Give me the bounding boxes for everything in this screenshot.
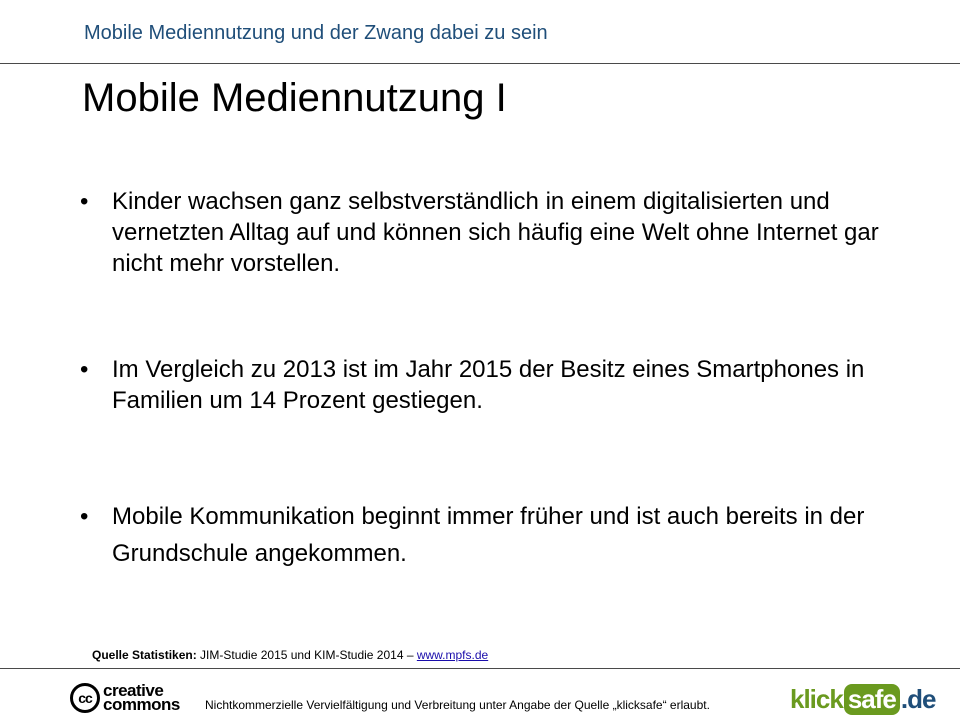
cc-logo-line1: creative (103, 681, 164, 700)
license-text: Nichtkommerzielle Vervielfältigung und Verbreitung unter Angabe der Quelle „klicksafe“ erlaubt. (205, 698, 710, 712)
bullet-text: Kinder wachsen ganz selbstverständlich in einem digitalisierten und vernetzten Alltag auf und können sich häufig eine Welt ohne Internet gar nicht mehr vorstellen. (112, 188, 879, 277)
bullet-marker: • (80, 503, 89, 530)
klicksafe-logo-part3: .de (900, 684, 936, 714)
footer-divider (0, 668, 960, 669)
header-divider (0, 63, 960, 64)
bullet-item (80, 354, 900, 416)
bullet-item (80, 186, 900, 279)
klicksafe-logo (790, 684, 935, 715)
source-label: Quelle Statistiken: (92, 648, 197, 662)
creative-commons-logo (70, 683, 180, 713)
cc-logo-line2: commons (103, 695, 180, 714)
klicksafe-logo-part1: klick (790, 684, 843, 714)
bullet-text: Im Vergleich zu 2013 ist im Jahr 2015 der Besitz eines Smartphones in Familien um 14 Prozent gestiegen. (112, 356, 865, 414)
bullet-text: Mobile Kommunikation beginnt immer früher und ist auch bereits in der Grundschule angekommen. (112, 503, 865, 567)
source-text: JIM-Studie 2015 und KIM-Studie 2014 – (196, 648, 417, 662)
source-note (92, 648, 488, 662)
klicksafe-logo-part2: safe (844, 684, 900, 715)
bullet-marker: • (80, 356, 89, 383)
source-link[interactable]: www.mpfs.de (416, 648, 489, 662)
cc-icon: cc (70, 683, 100, 713)
page-title: Mobile Mediennutzung I (82, 76, 507, 120)
header-title: Mobile Mediennutzung und der Zwang dabei zu sein (84, 22, 548, 44)
bullet-item (80, 498, 900, 572)
bullet-marker: • (80, 188, 89, 215)
